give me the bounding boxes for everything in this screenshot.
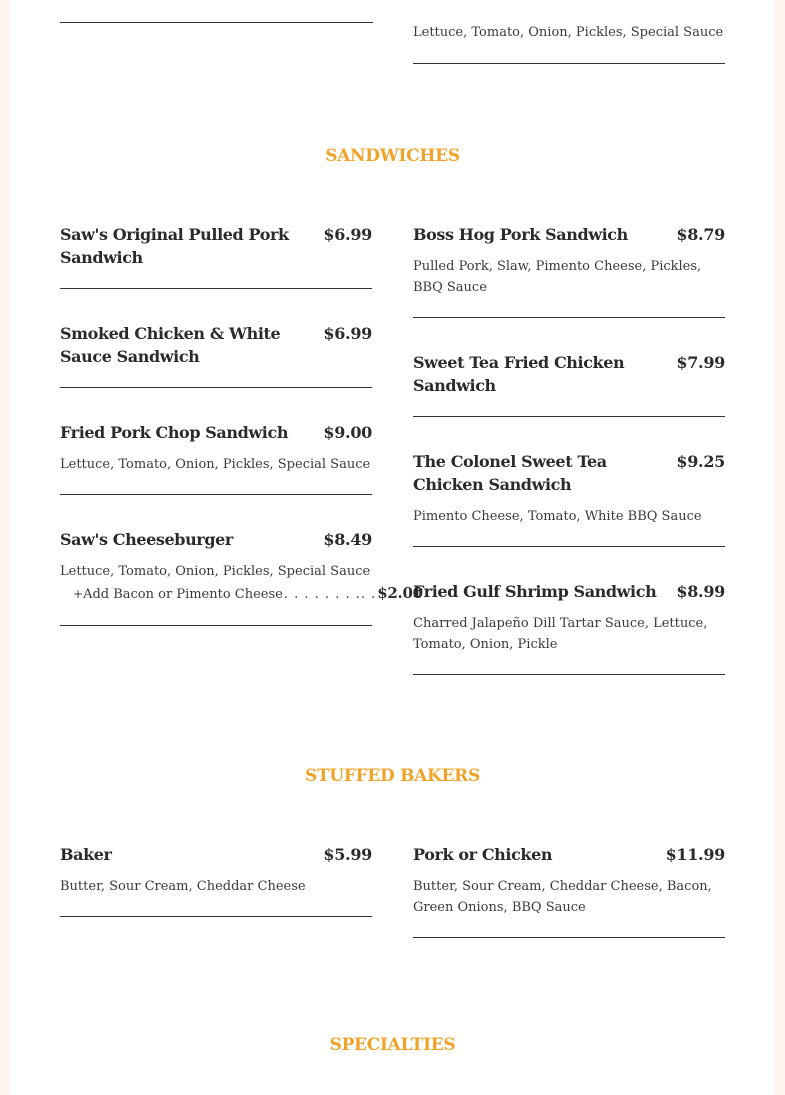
menu-item-divider	[60, 22, 373, 23]
sandwiches-right-column	[413, 223, 725, 708]
addon-label: Add Bacon or Pimento Cheese	[83, 587, 283, 602]
menu-item[interactable]	[413, 351, 725, 417]
menu-item-price: $6.99	[323, 324, 372, 343]
menu-item[interactable]	[413, 580, 725, 675]
menu-item-description: Lettuce, Tomato, Onion, Pickles, Special Sauce	[413, 25, 724, 40]
stuffed-bakers-right-column	[413, 843, 725, 971]
menu-item[interactable]	[60, 528, 423, 626]
menu-item-divider	[413, 63, 725, 64]
menu-item-price: $7.99	[676, 353, 725, 372]
menu-item-name: Pork or Chicken	[413, 845, 553, 864]
menu-item-price: $9.00	[323, 423, 372, 442]
menu-item-price: $8.79	[676, 225, 725, 244]
menu-item-price: $9.25	[676, 452, 725, 471]
menu-item-price: $6.99	[323, 225, 372, 244]
stuffed-bakers-left-column	[60, 843, 372, 950]
menu-item-addon[interactable]	[60, 582, 423, 606]
sandwiches-left-column	[60, 223, 423, 659]
menu-item-price: $11.99	[665, 845, 725, 864]
menu-item-description: Lettuce, Tomato, Onion, Pickles, Special Sauce	[60, 564, 371, 579]
menu-item[interactable]	[60, 223, 372, 289]
menu-item[interactable]	[60, 843, 372, 917]
menu-item-name: Sweet Tea Fried Chicken Sandwich	[413, 353, 625, 395]
menu-item[interactable]	[413, 450, 725, 547]
addon-price: $2.00	[377, 584, 423, 602]
menu-item-description: Butter, Sour Cream, Cheddar Cheese, Bacon, Green Onions, BBQ Sauce	[413, 879, 712, 915]
menu-item-price: $8.99	[676, 582, 725, 601]
menu-item[interactable]	[60, 322, 372, 388]
menu-item-description: Lettuce, Tomato, Onion, Pickles, Special Sauce	[60, 457, 371, 472]
plus-icon: +	[73, 587, 84, 601]
menu-item-name: Smoked Chicken & White Sauce Sandwich	[60, 324, 281, 366]
menu-item-price: $5.99	[323, 845, 372, 864]
menu-item[interactable]	[413, 223, 725, 318]
section-title-stuffed-bakers: STUFFED BAKERS	[304, 766, 480, 786]
section-title-specialties: SPECIALTIES	[329, 1035, 456, 1055]
section-title-sandwiches: SANDWICHES	[325, 146, 460, 166]
addon-leader-dots: . . . . . . . .. .	[283, 587, 377, 602]
menu-item-name: Baker	[60, 845, 112, 864]
menu-item-name: Fried Pork Chop Sandwich	[60, 423, 289, 442]
menu-item-price: $8.49	[323, 530, 372, 549]
menu-item-name: Fried Gulf Shrimp Sandwich	[413, 582, 657, 601]
menu-item-name: Boss Hog Pork Sandwich	[413, 225, 628, 244]
menu-item-description: Pimento Cheese, Tomato, White BBQ Sauce	[413, 509, 702, 524]
menu-item-description: Pulled Pork, Slaw, Pimento Cheese, Pickles, BBQ Sauce	[413, 259, 702, 295]
menu-item-description: Butter, Sour Cream, Cheddar Cheese	[60, 879, 306, 894]
menu-item[interactable]	[413, 843, 725, 938]
menu-item-name: Saw's Original Pulled Pork Sandwich	[60, 225, 289, 267]
menu-item[interactable]	[60, 421, 372, 495]
menu-item-description: Charred Jalapeño Dill Tartar Sauce, Lettuce, Tomato, Onion, Pickle	[413, 616, 708, 652]
menu-item-name: Saw's Cheeseburger	[60, 530, 233, 549]
menu-item-name: The Colonel Sweet Tea Chicken Sandwich	[413, 452, 607, 494]
